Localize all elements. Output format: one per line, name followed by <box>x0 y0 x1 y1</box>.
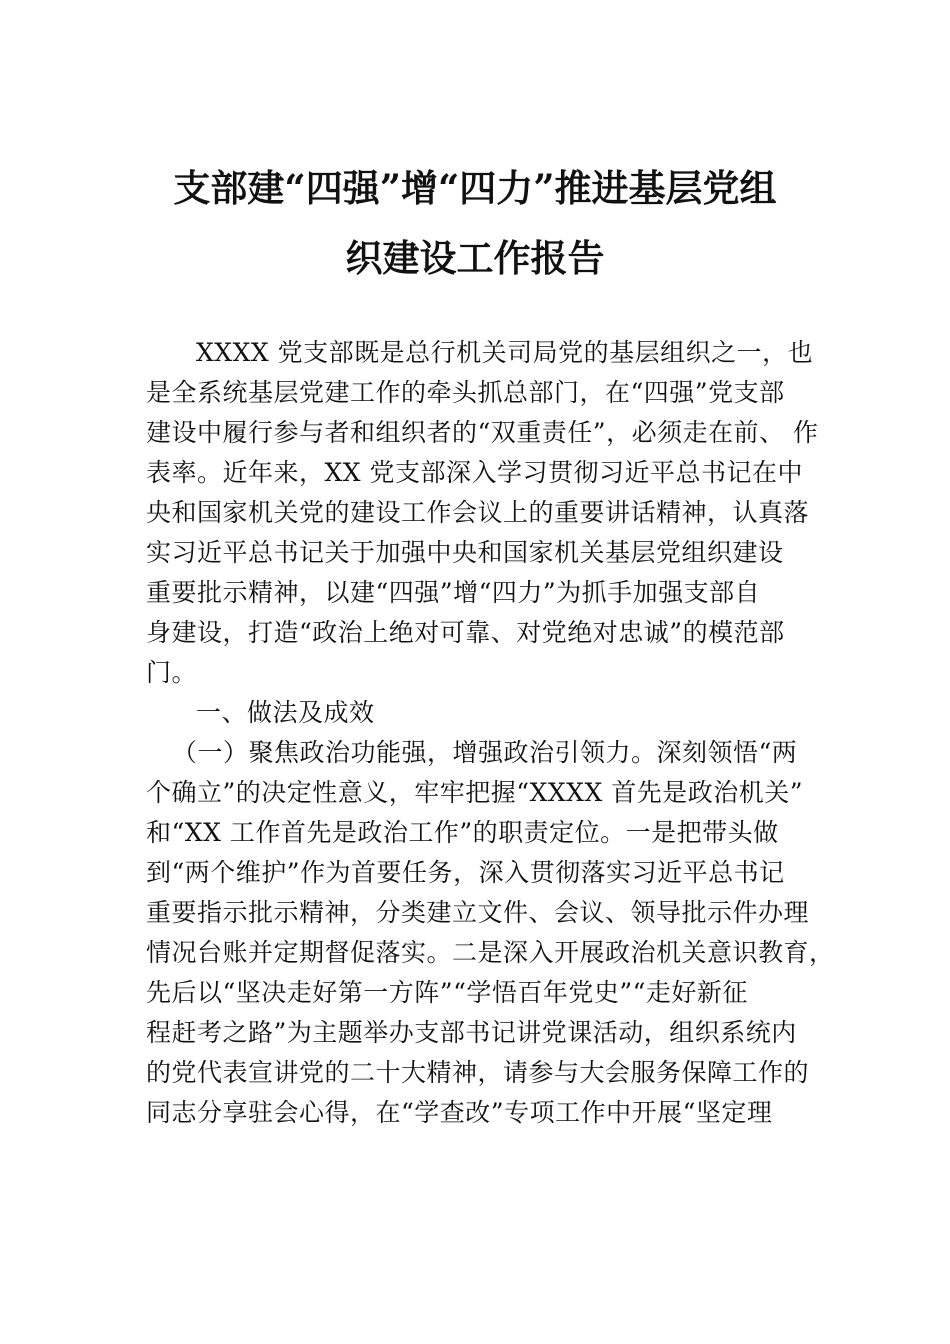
body-line-17: 先后以“坚决走好第一方阵”“学悟百年党史”“走好新征 <box>146 978 748 1007</box>
body-line-19: 的党代表宣讲党的二十大精神，请参与大会服务保障工作的 <box>146 1058 810 1087</box>
body-line-20: 同志分享驻会心得，在“学查改”专项工作中开展“坚定理 <box>146 1098 773 1127</box>
body-line-6: 实习近平总书记关于加强中央和国家机关基层党组织建设 <box>146 538 784 567</box>
body-line-9: 门。 <box>146 658 198 687</box>
body-line-5: 央和国家机关党的建设工作会议上的重要讲话精神，认真落 <box>146 498 810 527</box>
body-line-8: 身建设，打造“政治上绝对可靠、对党绝对忠诚”的模范部 <box>146 618 785 647</box>
body-line-13: 和“XX 工作首先是政治工作”的职责定位。一是把带头做 <box>146 818 779 847</box>
section-heading-1: 一、做法及成效 <box>196 698 375 727</box>
document-title-line-2: 织建设工作报告 <box>345 236 605 280</box>
body-line-11: （一）聚焦政治功能强，增强政治引领力。深刻领悟“两 <box>172 738 798 767</box>
body-line-12: 个确立”的决定性意义，牢牢把握“XXXX 首先是政治机关” <box>146 778 803 807</box>
body-line-18: 程赶考之路”为主题举办支部书记讲党课活动，组织系统内 <box>146 1018 797 1047</box>
document-title-line-1: 支部建“四强”增“四力”推进基层党组 <box>173 166 777 210</box>
body-line-1: XXXX 党支部既是总行机关司局党的基层组织之一，也 <box>196 338 814 367</box>
body-line-7: 重要批示精神，以建“四强”增“四力”为抓手加强支部自 <box>146 578 761 607</box>
body-line-4: 表率。近年来，XX 党支部深入学习贯彻习近平总书记在中 <box>146 458 804 487</box>
body-line-2: 是全系统基层党建工作的牵头抓总部门，在“四强”党支部 <box>146 378 785 407</box>
body-line-16: 情况台账并定期督促落实。二是深入开展政治机关意识教育， <box>146 938 835 967</box>
body-line-15: 重要指示批示精神，分类建立文件、会议、领导批示件办理 <box>146 898 810 927</box>
body-line-14: 到“两个维护”作为首要任务，深入贯彻落实习近平总书记 <box>146 858 785 887</box>
body-line-3: 建设中履行参与者和组织者的“双重责任”，必须走在前、 作 <box>146 418 819 447</box>
